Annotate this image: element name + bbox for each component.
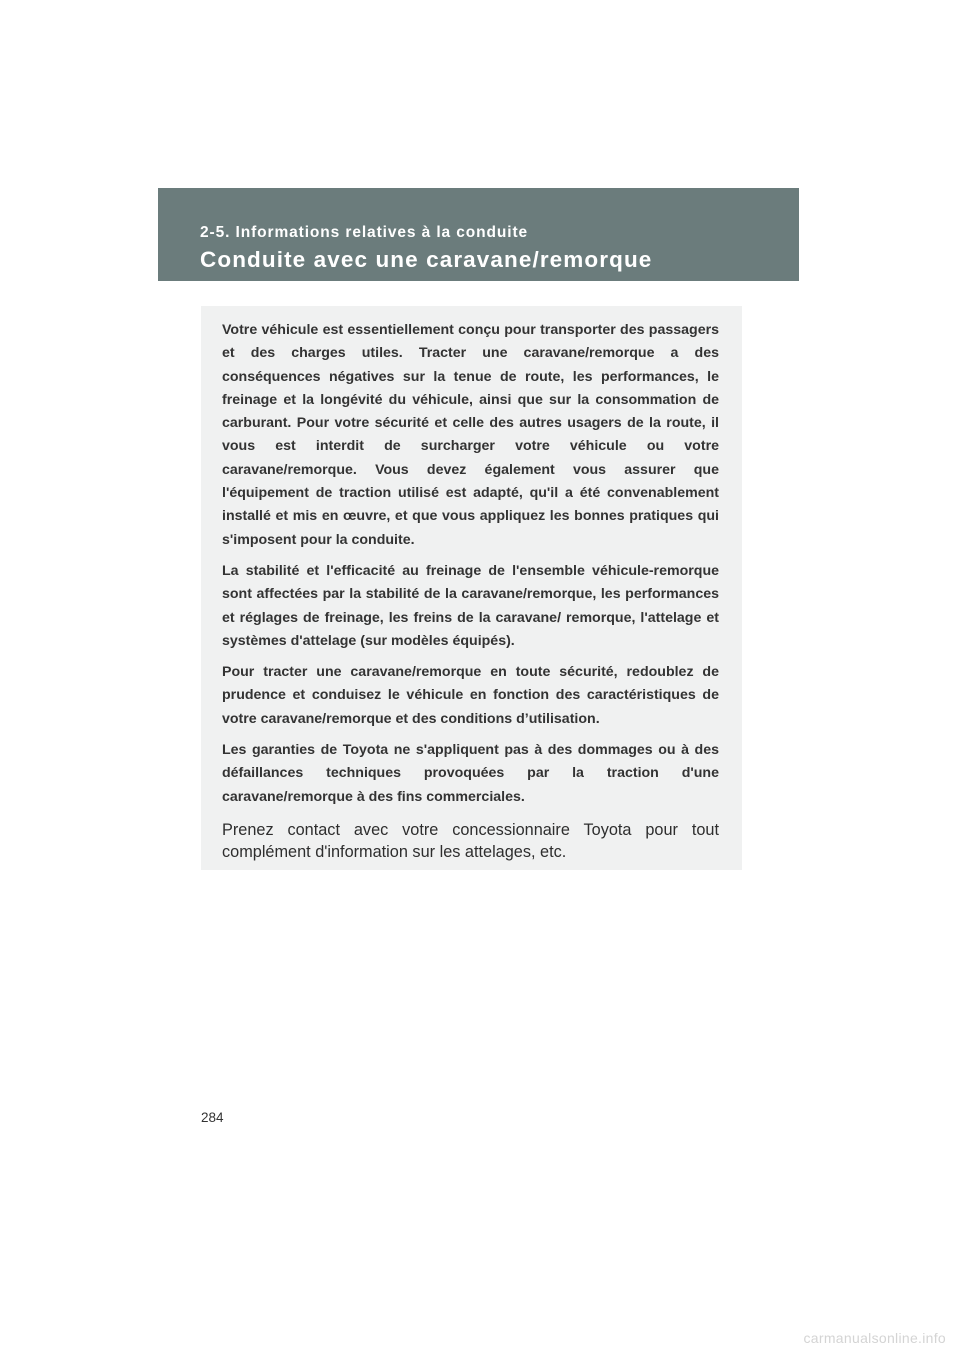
dealer-contact-paragraph: Prenez contact avec votre concessionnaire Toyota pour tout complément d'information sur les attelages, etc. xyxy=(222,820,719,861)
section-header-band xyxy=(158,188,799,281)
intro-paragraph: Pour tracter une caravane/remorque en toute sécurité, redoublez de prudence et conduisez le véhicule en fonction des caractéristiques de votre caravane/remorque et des conditions d’utilisation. xyxy=(222,664,719,727)
section-label: 2-5. Informations relatives à la conduite xyxy=(200,224,529,241)
watermark: carmanualsonline.info xyxy=(803,1330,946,1346)
intro-paragraph: La stabilité et l'efficacité au freinage de l'ensemble véhicule-remorque sont affectées par la stabilité de la caravane/remorque, les performances et réglages de freinage, les freins de la caravane/ remorque, l'attelage et systèmes d'attelage (sur modèles équipés). xyxy=(222,562,719,649)
intro-box xyxy=(201,306,742,870)
intro-paragraph: Les garanties de Toyota ne s'appliquent pas à des dommages ou à des défaillances techniques provoquées par la traction d'une caravane/remorque à des fins commerciales. xyxy=(222,742,719,805)
intro-paragraph: Votre véhicule est essentiellement conçu pour transporter des passagers et des charges utiles. Tracter une caravane/remorque a des conséquences négatives sur la tenue de route, les performances, le freinage et la longévité du véhicule, ainsi que sur la consommation de carburant. Pour votre sécurité et celle des autres usagers de la route, il vous est interdit de surcharger votre véhicule ou votre caravane/remorque. Vous devez également vous assurer que l'équipement de traction utilisé est adapté, qu'il a été convenablement installé et mis en œuvre, et que vous appliquez les bonnes pratiques qui s'imposent pour la conduite. xyxy=(222,322,719,548)
page-number: 284 xyxy=(201,1110,224,1125)
page-title: Conduite avec une caravane/remorque xyxy=(200,247,653,272)
